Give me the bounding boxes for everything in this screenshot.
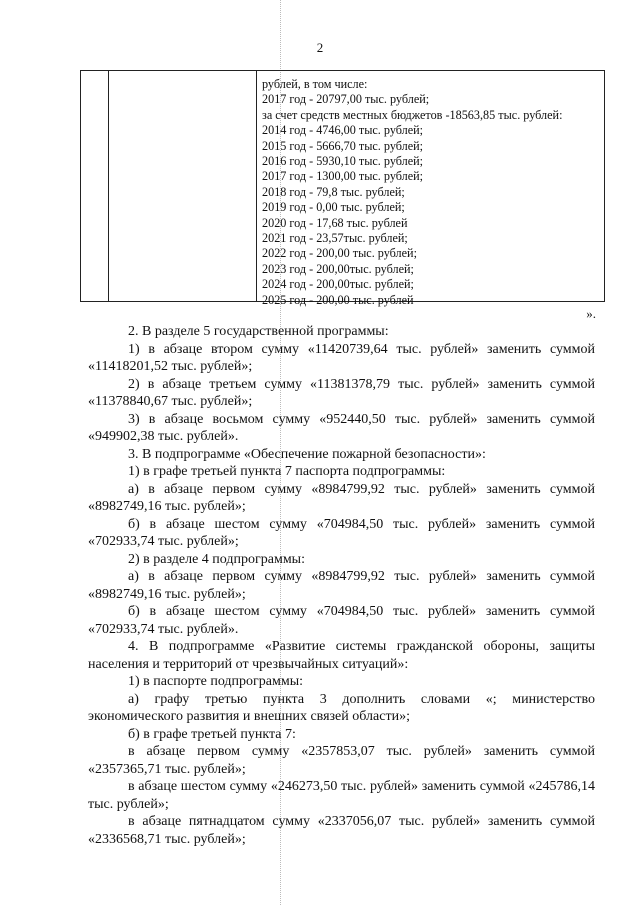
paragraph: б) в абзаце шестом сумму «704984,50 тыс. рублей» заменить суммой «702933,74 тыс. рублей»; <box>88 516 595 549</box>
table-line: 2016 год - 5930,10 тыс. рублей; <box>262 154 424 169</box>
table-line: 2025 год - 200,00 тыс. рублей <box>262 292 414 307</box>
paragraph: б) в графе третьей пункта 7: <box>128 726 296 742</box>
table-column-divider <box>256 71 257 301</box>
table-column-divider <box>108 71 109 301</box>
paragraph: 4. В подпрограмме «Развитие системы гражданской обороны, защиты населения и территорий от чрезвычайных ситуаций»: <box>88 639 595 672</box>
table-line: 2015 год - 5666,70 тыс. рублей; <box>262 138 424 153</box>
paragraph: а) в абзаце первом сумму «8984799,92 тыс. рублей» заменить суммой «8982749,16 тыс. рублей»; <box>88 569 595 602</box>
paragraph: 1) в графе третьей пункта 7 паспорта подпрограммы: <box>128 464 446 479</box>
paragraph: б) в абзаце шестом сумму «704984,50 тыс. рублей» заменить суммой «702933,74 тыс. рублей». <box>88 604 595 637</box>
table-line: за счет средств местных бюджетов -18563,85 тыс. рублей: <box>262 107 563 122</box>
table-line: 2017 год - 20797,00 тыс. рублей; <box>262 92 430 107</box>
paragraph: в абзаце пятнадцатом сумму «2337056,07 тыс. рублей» заменить суммой «2336568,71 тыс. рублей»; <box>88 814 595 847</box>
table-line: 2020 год - 17,68 тыс. рублей <box>262 215 408 230</box>
paragraph: 3) в абзаце восьмом сумму «952440,50 тыс. рублей» заменить суммой «949902,38 тыс. рублей». <box>88 411 595 444</box>
page-number: 2 <box>316 40 324 55</box>
table-line: 2024 год - 200,00тыс. рублей; <box>262 277 414 292</box>
paragraph: 2) в абзаце третьем сумму «11381378,79 тыс. рублей» заменить суммой «11378840,67 тыс. рублей»; <box>88 376 595 409</box>
table-line: 2014 год - 4746,00 тыс. рублей; <box>262 123 424 138</box>
table-cell-funding <box>262 77 602 308</box>
paragraph: 3. В подпрограмме «Обеспечение пожарной безопасности»: <box>128 446 486 462</box>
paragraph: а) в абзаце первом сумму «8984799,92 тыс. рублей» заменить суммой «8982749,16 тыс. рублей»; <box>88 481 595 514</box>
paragraph: 2) в разделе 4 подпрограммы: <box>128 551 305 567</box>
table-line: 2018 год - 79,8 тыс. рублей; <box>262 184 405 199</box>
table-line: рублей, в том числе: <box>262 77 368 91</box>
paragraph: в абзаце шестом сумму «246273,50 тыс. рублей» заменить суммой «245786,14 тыс. рублей»; <box>88 779 595 812</box>
table-line: 2023 год - 200,00тыс. рублей; <box>262 261 414 276</box>
table-line: 2017 год - 1300,00 тыс. рублей; <box>262 169 424 184</box>
paragraph: в абзаце первом сумму «2357853,07 тыс. рублей» заменить суммой «2357365,71 тыс. рублей»; <box>88 744 595 777</box>
paragraph: 1) в абзаце втором сумму «11420739,64 тыс. рублей» заменить суммой «11418201,52 тыс. рублей»; <box>88 341 595 374</box>
table-line: 2019 год - 0,00 тыс. рублей; <box>262 200 405 215</box>
funding-table <box>80 70 605 307</box>
table-line: 2021 год - 23,57тыс. рублей; <box>262 231 408 246</box>
table-line: 2022 год - 200,00 тыс. рублей; <box>262 246 417 261</box>
paragraph: 2. В разделе 5 государственной программы: <box>128 324 389 339</box>
paragraph: 1) в паспорте подпрограммы: <box>128 674 304 689</box>
document-body <box>88 323 595 848</box>
paragraph: а) графу третью пункта 3 дополнить словами «; министерство экономического развития и внешних связей области»; <box>88 691 595 724</box>
closing-quote: ». <box>586 306 596 321</box>
